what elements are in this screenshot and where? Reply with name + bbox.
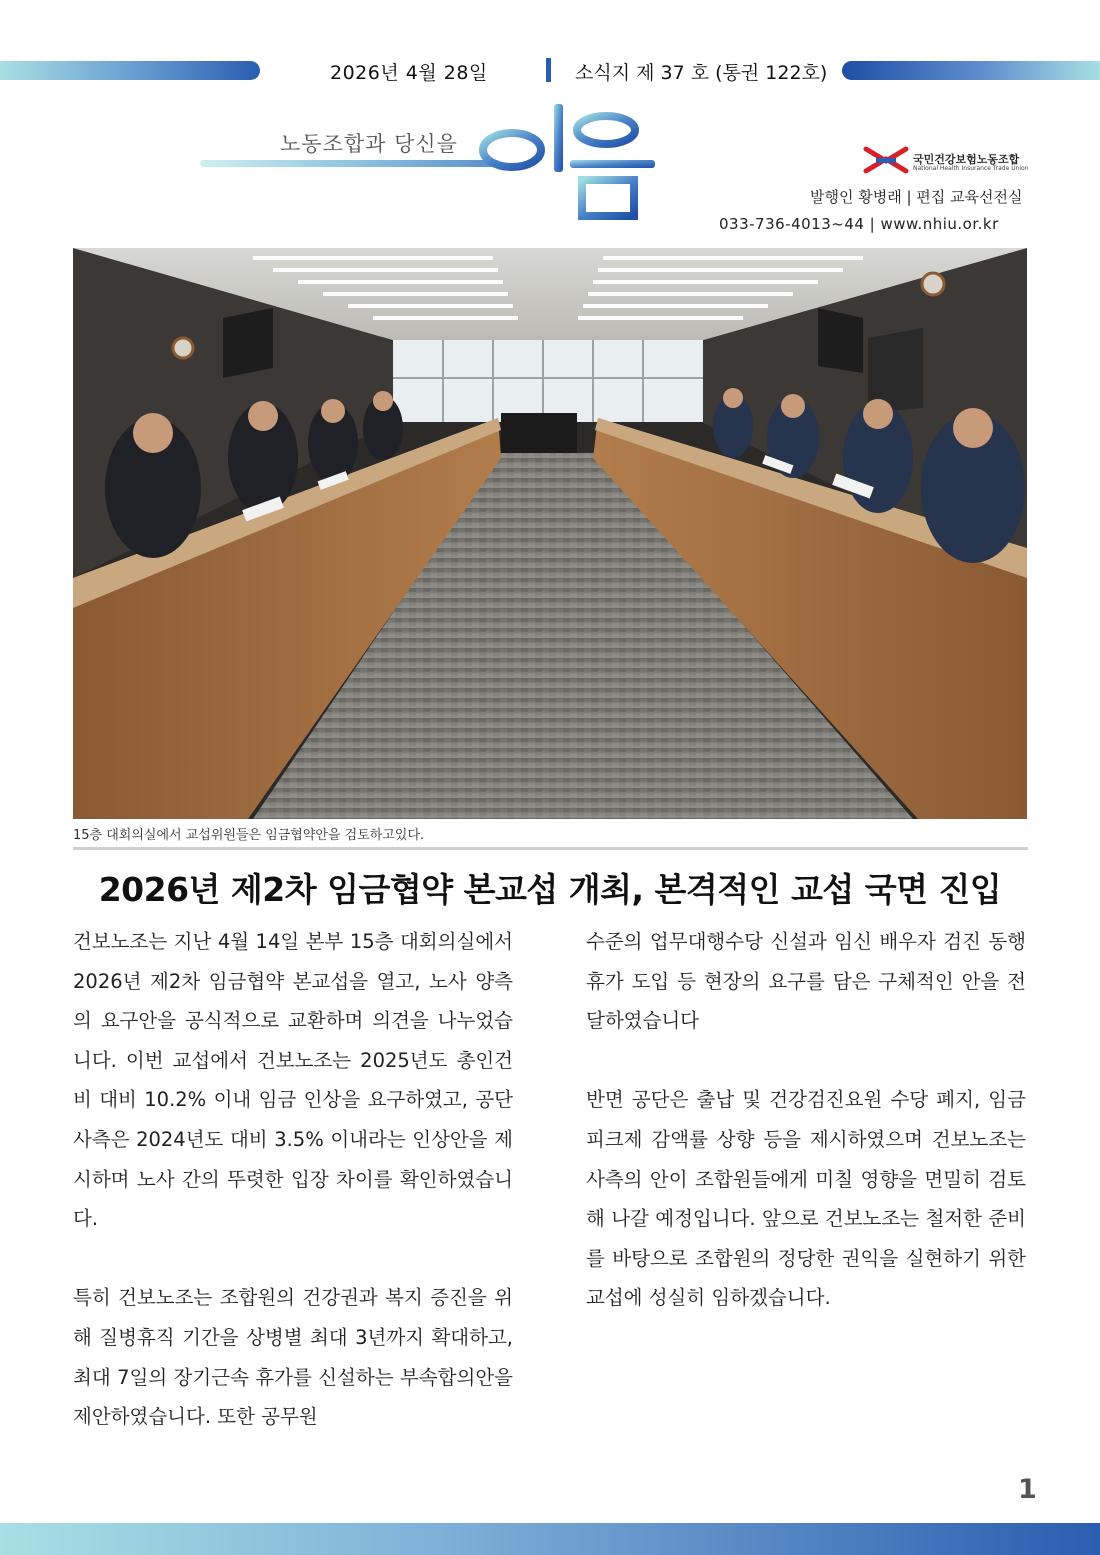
article-column-right (586, 922, 1026, 1358)
page-number: 1 (1018, 1474, 1037, 1505)
union-logo-icon (862, 145, 910, 175)
issue-number: 소식지 제 37 호 (통권 122호) (575, 62, 828, 84)
header-bar-left (0, 61, 260, 80)
publisher-line: 발행인 황병래 | 편집 교육선전실 (810, 188, 1023, 206)
article-column-left (73, 922, 513, 1476)
article-paragraph: 반면 공단은 출납 및 건강검진요원 수당 폐지, 임금피크제 감액률 상향 등을 제시하였으며 건보노조는 사측의 안이 조합원들에게 미칠 영향을 면밀히 검토해 나갈 예정입니다. 앞으로 건보노조는 철저한 준비를 바탕으로 조합원의 정당한 권익을 실현하기 위한 교섭에 성실히 임하겠습니다. (586, 1088, 1026, 1310)
masthead-line (200, 160, 500, 167)
article-paragraph: 건보노조는 지난 4월 14일 본부 15층 대회의실에서 2026년 제2차 임금협약 본교섭을 열고, 노사 양측의 요구안을 공식적으로 교환하며 의견을 나누었습니다. 이번 교섭에서 건보노조는 2025년도 총인건비 대비 10.2% 이내 임금 인상을 요구하였고, 공단 사측은 2024년도 대비 3.5% 이내라는 인상안을 제시하며 노사 간의 뚜렷한 입장 차이를 확인하였습니다. (73, 930, 513, 1231)
caption-divider (73, 847, 1028, 850)
footer-bar (0, 1523, 1100, 1555)
masthead-tagline: 노동조합과 당신을 (280, 132, 458, 156)
header-bar-right (842, 61, 1100, 80)
issue-date: 2026년 4월 28일 (330, 62, 488, 84)
article-paragraph: 수준의 업무대행수당 신설과 임신 배우자 검진 동행 휴가 도입 등 현장의 요구를 담은 구체적인 안을 전달하였습니다 (586, 930, 1026, 1033)
org-name: 국민건강보험노동조합 (913, 153, 1020, 166)
contact-line: 033-736-4013~44 | www.nhiu.or.kr (719, 215, 999, 233)
article-paragraph: 특히 건보노조는 조합원의 건강권과 복지 증진을 위해 질병휴직 기간을 상병별 최대 3년까지 확대하고, 최대 7일의 장기근속 휴가를 신설하는 부속합의안을 제안하였습니다. 또한 공무원 (73, 1286, 513, 1429)
issue-divider (546, 58, 551, 82)
photo-caption: 15층 대회의실에서 교섭위원들은 임금협약안을 검토하고있다. (73, 828, 425, 843)
org-name-english: National Health Insurance Trade Union (913, 165, 1029, 172)
ieum-logo (470, 100, 660, 225)
article-headline: 2026년 제2차 임금협약 본교섭 개최, 본격적인 교섭 국면 진입 (98, 870, 1002, 909)
meeting-photo (73, 248, 1027, 819)
